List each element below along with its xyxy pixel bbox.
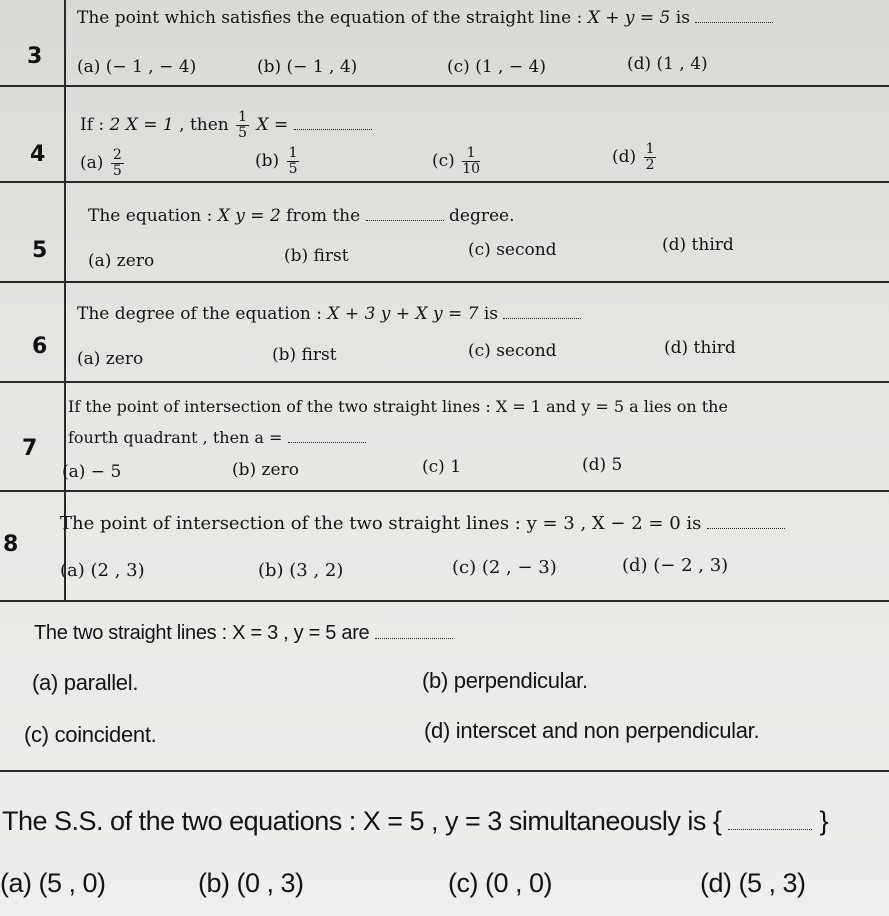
option-a: (a) (− 1 , − 4) xyxy=(77,57,197,77)
option-a: (a) $\frac{2}{5}$ xyxy=(80,147,122,179)
option-c: (c) (0 , 0) xyxy=(448,868,553,898)
answer-blank xyxy=(366,208,444,221)
question-stem-line1: If the point of intersection of the two straight lines : X = 1 and y = 5 a lies on the xyxy=(68,397,728,416)
answer-blank xyxy=(695,10,773,23)
option-d: (d) third xyxy=(664,338,736,358)
row-divider xyxy=(0,181,889,183)
answer-blank xyxy=(503,306,581,319)
option-b: (b) zero xyxy=(232,460,299,480)
answer-blank xyxy=(294,117,372,130)
question-stem-line2: fourth quadrant , then a = xyxy=(68,428,366,447)
question-stem: The point of intersection of the two straight lines : y = 3 , X − 2 = 0 is xyxy=(60,513,785,534)
question-number: 6 xyxy=(32,334,48,359)
answer-blank xyxy=(375,626,453,639)
option-b: (b) (0 , 3) xyxy=(198,868,304,898)
option-d: (d) (− 2 , 3) xyxy=(622,555,729,576)
option-b: (b) perpendicular. xyxy=(422,668,588,693)
option-b: (b) $\frac{1}{5}$ xyxy=(255,145,298,177)
question-number: 3 xyxy=(27,44,43,69)
answer-blank xyxy=(707,516,785,529)
question-number: 7 xyxy=(22,436,38,461)
option-a: (a) zero xyxy=(88,251,155,271)
row-divider xyxy=(0,490,889,492)
option-d: (d) third xyxy=(662,235,734,255)
row-divider xyxy=(0,600,889,602)
option-b: (b) first xyxy=(272,345,337,365)
answer-blank xyxy=(728,817,812,830)
row-divider xyxy=(0,770,889,772)
row-divider xyxy=(0,381,889,383)
option-d: (d) (5 , 3) xyxy=(700,868,806,898)
row-divider xyxy=(0,281,889,283)
option-b: (b) (− 1 , 4) xyxy=(257,57,358,77)
option-d: (d) interscet and non perpendicular. xyxy=(424,718,760,743)
option-d: (d) $\frac{1}{2}$ xyxy=(612,141,655,173)
question-number: 5 xyxy=(32,238,48,263)
option-a: (a) − 5 xyxy=(62,462,122,482)
option-a: (a) zero xyxy=(77,349,144,369)
option-b: (b) (3 , 2) xyxy=(258,560,344,581)
option-c: (c) $\frac{1}{10}$ xyxy=(432,145,481,177)
question-stem: If : 2 X = 1 , then $\frac{1}{5}$ X = xyxy=(80,110,372,141)
number-column-divider xyxy=(64,0,66,600)
option-d: (d) 5 xyxy=(582,455,623,475)
option-c: (c) 1 xyxy=(422,457,462,477)
fraction: $\frac{1}{5}$ xyxy=(238,109,248,141)
question-stem: The two straight lines : X = 3 , y = 5 are xyxy=(34,622,453,645)
option-c: (c) second xyxy=(468,341,557,361)
question-number: 4 xyxy=(30,142,46,167)
question-number: 8 xyxy=(3,532,19,557)
option-c: (c) (2 , − 3) xyxy=(452,557,557,578)
option-b: (b) first xyxy=(284,246,349,266)
option-d: (d) (1 , 4) xyxy=(627,54,708,74)
option-a: (a) (5 , 0) xyxy=(0,868,106,898)
question-stem: The degree of the equation : X + 3 y + X y = 7 is xyxy=(77,304,581,324)
question-stem: The equation : X y = 2 from the degree. xyxy=(88,206,515,226)
option-c: (c) second xyxy=(468,240,557,260)
option-c: (c) coincident. xyxy=(24,722,157,747)
option-c: (c) (1 , − 4) xyxy=(447,57,546,77)
question-stem: The S.S. of the two equations : X = 5 , y = 3 simultaneously is { } xyxy=(2,806,828,836)
question-stem: The point which satisfies the equation of the straight line : X + y = 5 is xyxy=(77,8,773,28)
row-divider xyxy=(0,85,889,87)
answer-blank xyxy=(288,430,366,443)
option-a: (a) parallel. xyxy=(32,670,139,695)
option-a: (a) (2 , 3) xyxy=(60,560,145,581)
